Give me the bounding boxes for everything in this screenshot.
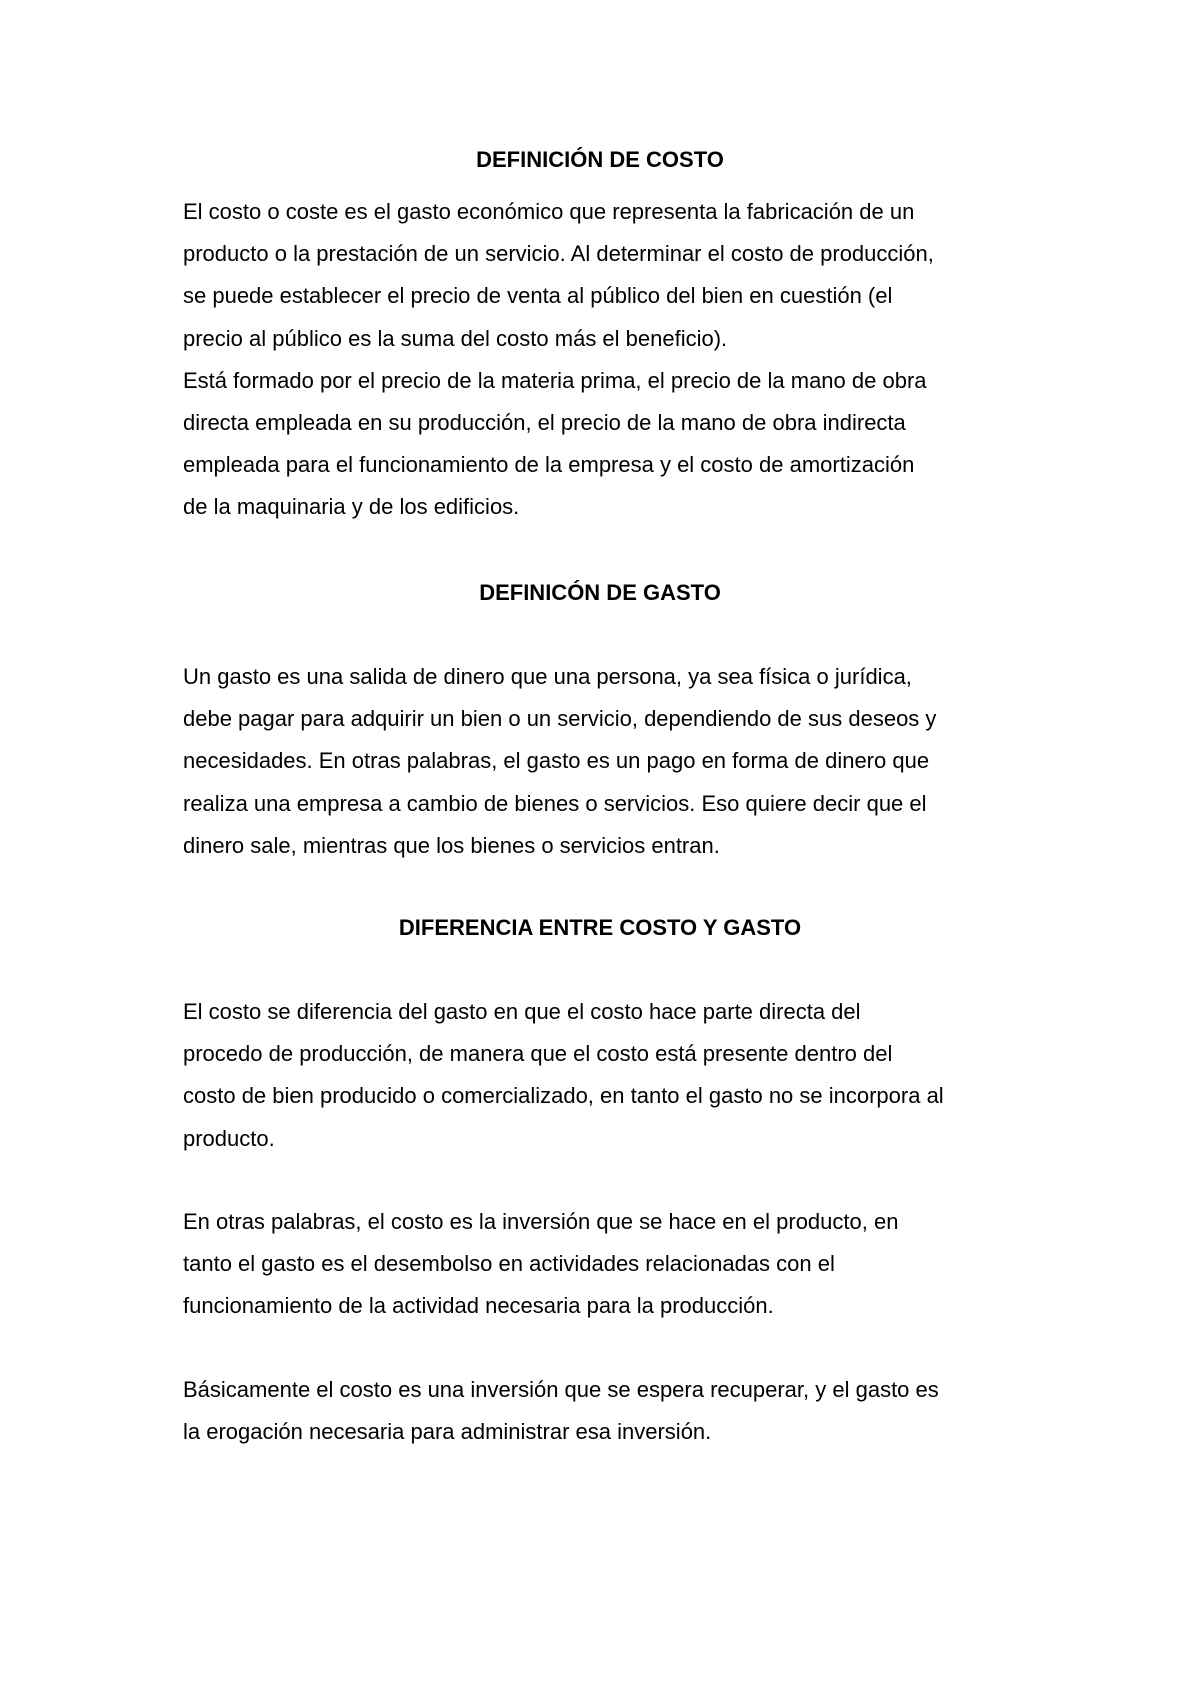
text-line: dinero sale, mientras que los bienes o servicios entran. [183,832,720,858]
text-line: de la maquinaria y de los edificios. [183,494,520,520]
paragraph-diferencia-3 [183,1369,1043,1453]
text-line: Está formado por el precio de la materia prima, el precio de la mano de obra [183,367,927,393]
heading-definicion-costo: DEFINICIÓN DE COSTO [476,147,724,172]
text-line: se puede establecer el precio de venta al público del bien en cuestión (el [183,283,893,309]
text-line: necesidades. En otras palabras, el gasto es un pago en forma de dinero que [183,748,930,774]
text-line: empleada para el funcionamiento de la empresa y el costo de amortización [183,452,915,478]
text-line: procedo de producción, de manera que el costo está presente dentro del [183,1041,893,1067]
text-line: producto o la prestación de un servicio. Al determinar el costo de producción, [183,241,934,267]
text-line: costo de bien producido o comercializado, en tanto el gasto no se incorpora al [183,1083,944,1109]
paragraph-definicion-costo [183,191,1043,529]
text-line: funcionamiento de la actividad necesaria para la producción. [183,1293,774,1319]
text-line: Básicamente el costo es una inversión que se espera recuperar, y el gasto es [183,1377,939,1402]
text-line: En otras palabras, el costo es la inversión que se hace en el producto, en [183,1209,899,1234]
text-line: Un gasto es una salida de dinero que una persona, ya sea física o jurídica, [183,664,912,689]
paragraph-diferencia-2 [183,1201,1043,1328]
heading-definicion-gasto: DEFINICÓN DE GASTO [479,580,721,605]
text-line: la erogación necesaria para administrar esa inversión. [183,1419,712,1445]
text-line: El costo o coste es el gasto económico que representa la fabricación de un [183,199,915,224]
text-line: realiza una empresa a cambio de bienes o servicios. Eso quiere decir que el [183,790,927,816]
text-line: debe pagar para adquirir un bien o un servicio, dependiendo de sus deseos y [183,706,937,732]
text-line: tanto el gasto es el desembolso en actividades relacionadas con el [183,1251,835,1277]
heading-diferencia: DIFERENCIA ENTRE COSTO Y GASTO [398,915,802,940]
text-line: directa empleada en su producción, el precio de la mano de obra indirecta [183,410,906,436]
paragraph-definicion-gasto [183,656,1043,867]
paragraph-diferencia-1 [183,991,1043,1160]
text-line: El costo se diferencia del gasto en que el costo hace parte directa del [183,999,861,1024]
text-line: producto. [183,1125,275,1151]
text-line: precio al público es la suma del costo más el beneficio). [183,325,728,351]
